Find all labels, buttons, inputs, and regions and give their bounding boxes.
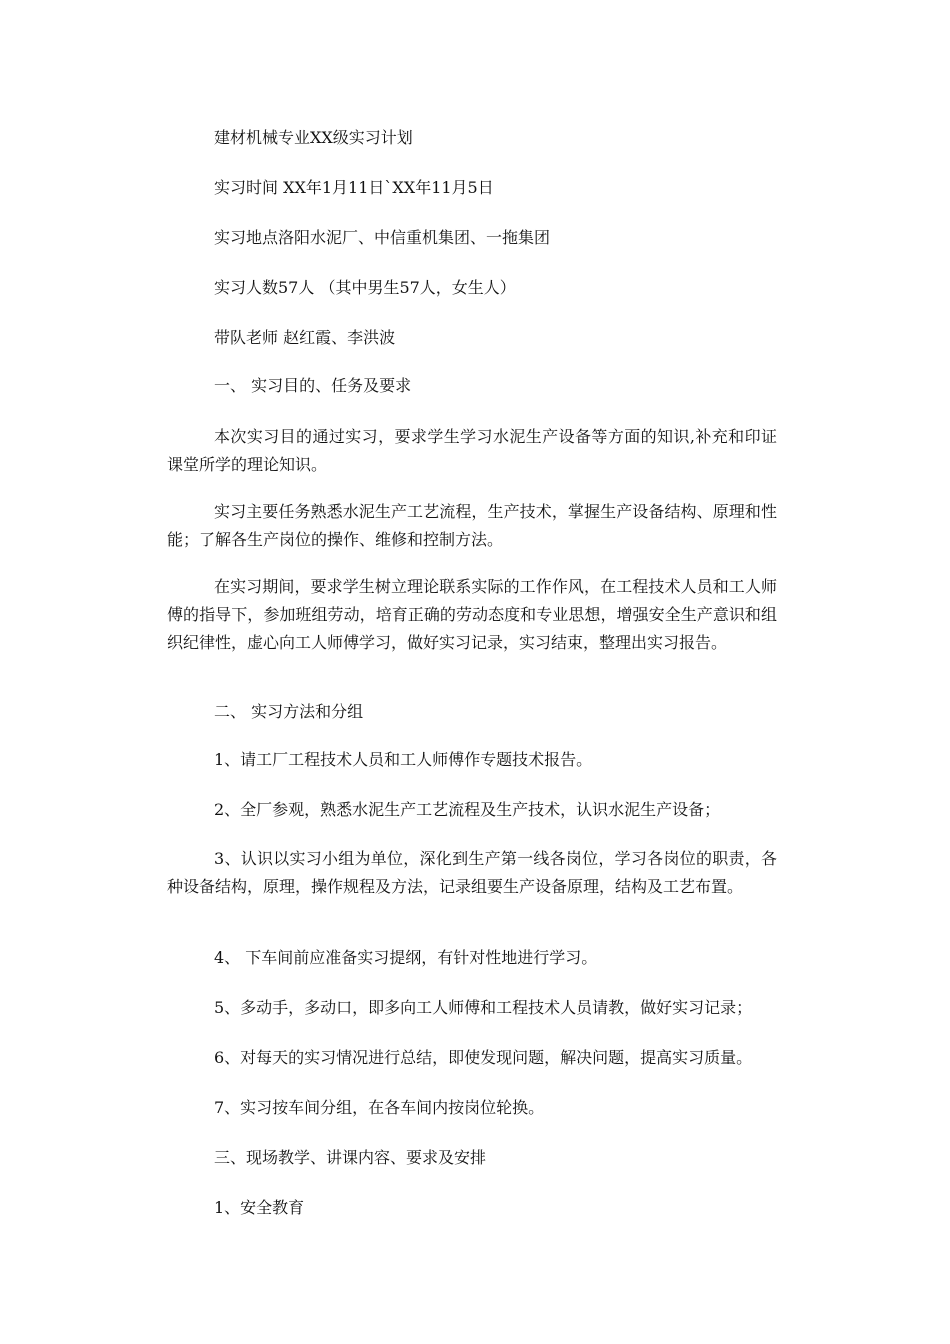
method-item-4: 4、 下车间前应准备实习提纲，有针对性地进行学习。	[214, 948, 598, 967]
internship-count: 实习人数57人 （其中男生57人，女生人）	[214, 278, 516, 297]
section-heading-1: 一、 实习目的、任务及要求	[214, 376, 412, 395]
paragraph-purpose: 本次实习目的通过实习，要求学生学习水泥生产设备等方面的知识,补充和印证课堂所学的理论知识。	[167, 427, 777, 474]
section-heading-3: 三、现场教学、讲课内容、要求及安排	[214, 1148, 487, 1167]
internship-place: 实习地点洛阳水泥厂、中信重机集团、一拖集团	[214, 228, 551, 247]
method-item-1: 1、请工厂工程技术人员和工人师傅作专题技术报告。	[214, 750, 593, 769]
method-item-7: 7、实习按车间分组，在各车间内按岗位轮换。	[214, 1098, 545, 1117]
method-item-2: 2、全厂参观，熟悉水泥生产工艺流程及生产技术，认识水泥生产设备；	[214, 800, 721, 819]
method-item-3: 3、认识以实习小组为单位，深化到生产第一线各岗位，学习各岗位的职责，各种设备结构，原理，操作规程及方法，记录组要生产设备原理，结构及工艺布置。	[167, 849, 777, 896]
teaching-item-1: 1、安全教育	[214, 1198, 305, 1217]
section-heading-2: 二、 实习方法和分组	[214, 702, 364, 721]
lead-teachers: 带队老师 赵红霞、李洪波	[214, 328, 396, 347]
paragraph-tasks: 实习主要任务熟悉水泥生产工艺流程，生产技术，掌握生产设备结构、原理和性能；了解各生产岗位的操作、维修和控制方法。	[167, 502, 777, 549]
document-title: 建材机械专业XX级实习计划	[214, 128, 413, 147]
paragraph-requirements: 在实习期间，要求学生树立理论联系实际的工作作风，在工程技术人员和工人师傅的指导下，参加班组劳动，培育正确的劳动态度和专业思想，增强安全生产意识和组织纪律性，虚心向工人师傅学习，做好实习记录，实习结束，整理出实习报告。	[167, 577, 777, 652]
method-item-6: 6、对每天的实习情况进行总结，即使发现问题，解决问题，提高实习质量。	[214, 1048, 753, 1067]
method-item-5: 5、多动手，多动口，即多向工人师傅和工程技术人员请教，做好实习记录；	[214, 998, 753, 1017]
internship-time: 实习时间 XX年1月11日`XX年11月5日	[214, 178, 494, 197]
